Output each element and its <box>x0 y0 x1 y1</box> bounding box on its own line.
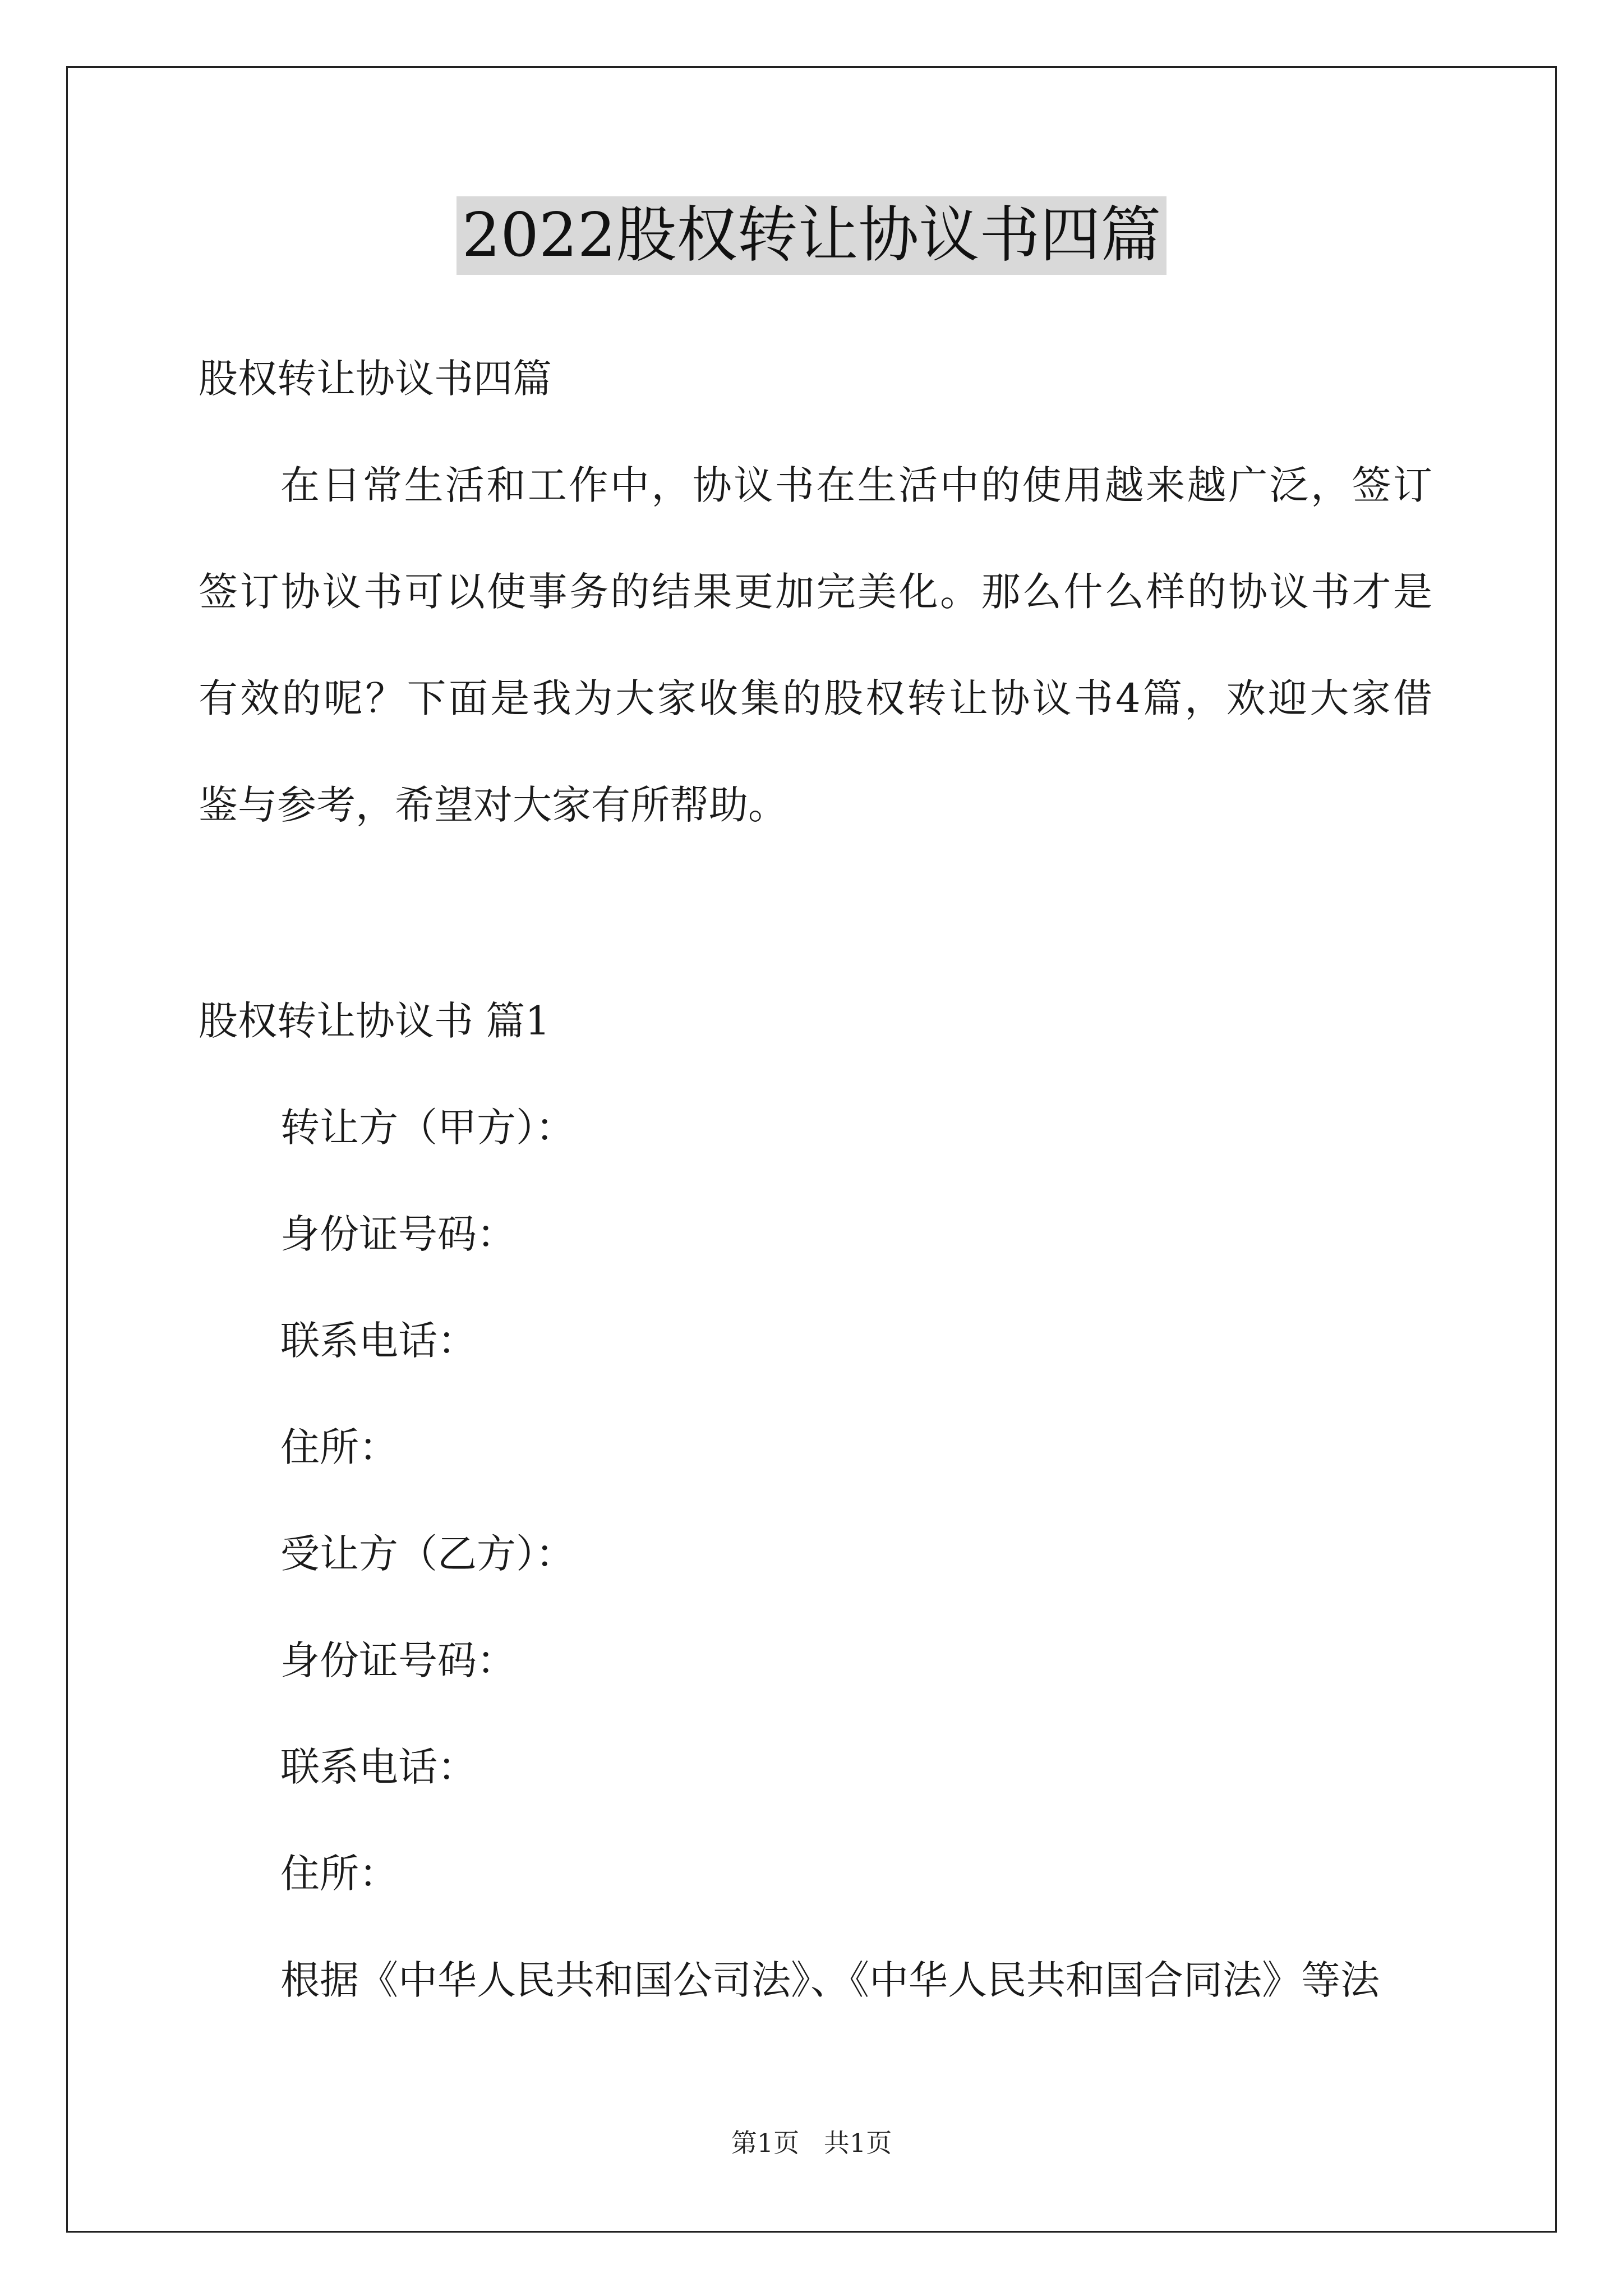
field-transferor-phone: 联系电话： <box>280 1318 477 1364</box>
legal-basis-line: 根据《中华人民共和国公司法》、《中华人民共和国合同法》等法 <box>280 1957 1380 2003</box>
field-transferee-id: 身份证号码： <box>280 1637 516 1683</box>
intro-line-2: 签订协议书可以使事务的结果更加完美化。那么什么样的协议书才是 <box>199 569 1432 615</box>
field-transferor-id: 身份证号码： <box>280 1211 516 1257</box>
field-transferor: 转让方（甲方）： <box>280 1105 575 1151</box>
section-heading: 股权转让协议书 篇1 <box>199 998 550 1044</box>
document-title: 2022股权转让协议书四篇 <box>457 196 1167 275</box>
intro-line-4: 鉴与参考，希望对大家有所帮助。 <box>199 782 787 828</box>
intro-line-1: 在日常生活和工作中，协议书在生活中的使用越来越广泛，签订 <box>280 462 1432 508</box>
field-transferor-address: 住所： <box>280 1424 398 1470</box>
field-transferee-address: 住所： <box>280 1851 398 1897</box>
intro-paragraph <box>199 460 1432 830</box>
page-footer: 第1页 共1页 <box>731 2128 892 2158</box>
intro-line-3: 有效的呢？下面是我为大家收集的股权转让协议书4篇，欢迎大家借 <box>199 675 1432 721</box>
field-transferee: 受让方（乙方）： <box>280 1531 575 1577</box>
document-subtitle: 股权转让协议书四篇 <box>199 356 552 402</box>
title-container <box>0 196 1623 275</box>
field-transferee-phone: 联系电话： <box>280 1744 477 1790</box>
